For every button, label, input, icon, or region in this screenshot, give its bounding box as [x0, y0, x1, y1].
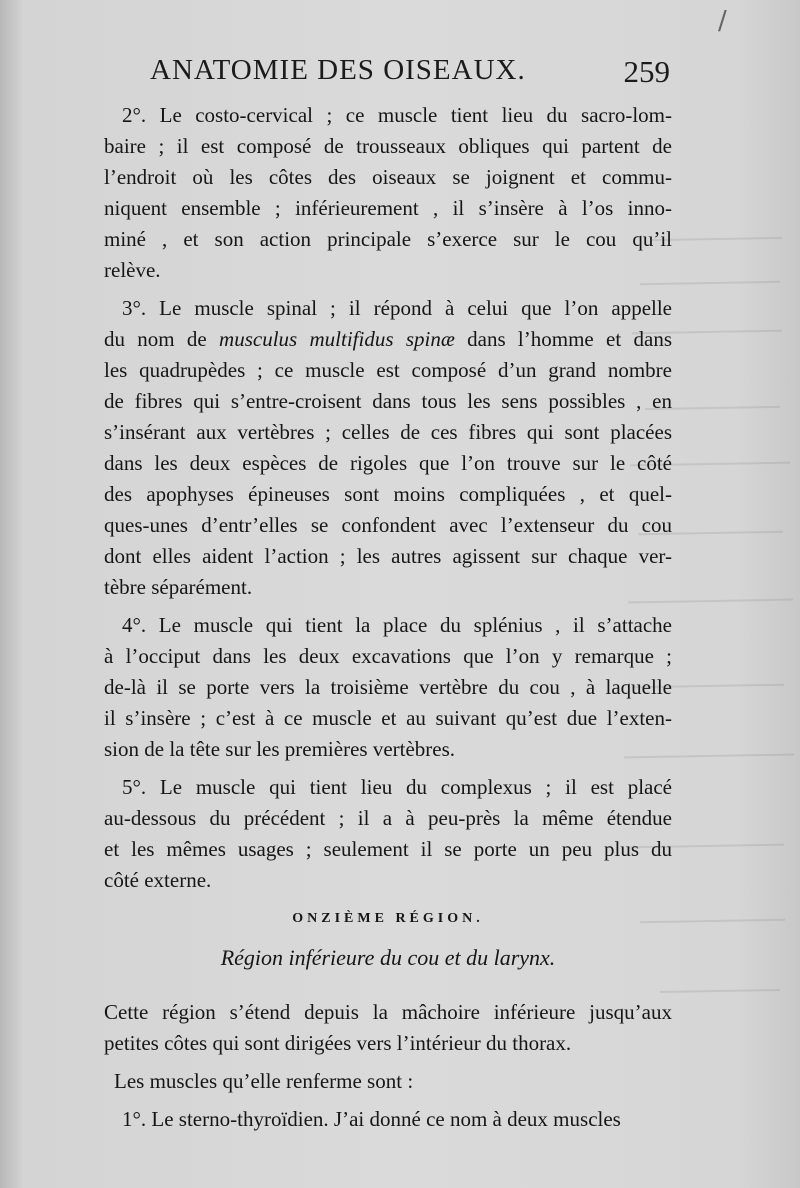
paragraph-complexus	[104, 772, 672, 896]
section-subheading: Région inférieure du cou et du larynx.	[220, 945, 556, 970]
paragraph-costo-cervical	[104, 100, 672, 286]
text-line: 3°. Le muscle spinal ; il répond à celui que l’on appelle	[122, 296, 672, 320]
text-line: ques-unes d’entr’elles se confondent avec l’extenseur du cou	[104, 513, 672, 537]
text-line: 2°. Le costo-cervical ; ce muscle tient lieu du sacro-lom-	[122, 103, 672, 127]
page-body	[104, 100, 672, 1142]
text-line: baire ; il est composé de trousseaux obliques qui partent de	[104, 134, 672, 158]
section-heading: ONZIÈME RÉGION.	[292, 911, 484, 926]
text-line: et les mêmes usages ; seulement il se porte un peu plus du	[104, 837, 672, 861]
text-line: de-là il se porte vers la troisième vertèbre du cou , à laquelle	[104, 675, 672, 699]
text-line: des apophyses épineuses sont moins compliquées , et quel-	[104, 482, 672, 506]
text-line: côté externe.	[104, 868, 212, 892]
paragraph-region-description	[104, 997, 672, 1059]
text-line: s’insérant aux vertèbres ; celles de ces fibres qui sont placées	[104, 420, 672, 444]
text-line: dont elles aident l’action ; les autres agissent sur chaque ver-	[104, 544, 672, 568]
show-through-line	[660, 989, 780, 993]
paragraph-splenius	[104, 610, 672, 765]
text-line: niquent ensemble ; inférieurement , il s’insère à l’os inno-	[104, 196, 672, 220]
text-line: relève.	[104, 258, 161, 282]
text-line-with-latin-term	[104, 324, 672, 355]
page-title: ANATOMIE DES OISEAUX.	[150, 54, 526, 86]
text-line: miné , et son action principale s’exerce sur le cou qu’il	[104, 227, 672, 251]
text-line: dans les deux espèces de rigoles que l’on trouve sur le côté	[104, 451, 672, 475]
text-line: 5°. Le muscle qui tient lieu du complexus ; il est placé	[122, 775, 672, 799]
text-line: Cette région s’étend depuis la mâchoire inférieure jusqu’aux	[104, 1000, 672, 1024]
text-line: 4°. Le muscle qui tient la place du splénius , il s’attache	[122, 613, 672, 637]
corner-mark: /	[718, 6, 727, 36]
text-line: petites côtes qui sont dirigées vers l’intérieur du thorax.	[104, 1031, 572, 1055]
paragraph-muscles-list-intro	[104, 1066, 672, 1097]
text-line-prefix: du nom de	[104, 327, 220, 351]
text-line: Les muscles qu’elle renferme sont :	[114, 1069, 414, 1093]
text-line: l’endroit où les côtes des oiseaux se joignent et commu-	[104, 165, 672, 189]
page-number: 259	[623, 54, 670, 89]
text-line-suffix: dans l’homme et dans	[454, 327, 672, 351]
paragraph-sterno-thyroidien	[104, 1104, 672, 1135]
text-line: les quadrupèdes ; ce muscle est composé d’un grand nombre	[104, 358, 672, 382]
text-line: sion de la tête sur les premières vertèbres.	[104, 737, 456, 761]
paragraph-spinal-muscle	[104, 293, 672, 603]
text-line: au-dessous du précédent ; il a à peu-près la même étendue	[104, 806, 672, 830]
text-line: de fibres qui s’entre-croisent dans tous les sens possibles , en	[104, 389, 672, 413]
latin-muscle-name: musculus multifidus spinæ	[219, 327, 455, 351]
text-line: 1°. Le sterno-thyroïdien. J’ai donné ce nom à deux muscles	[122, 1107, 621, 1131]
running-header	[150, 54, 670, 96]
text-line: à l’occiput dans les deux excavations que l’on y remarque ;	[104, 644, 672, 668]
text-line: il s’insère ; c’est à ce muscle et au suivant qu’est due l’exten-	[104, 706, 672, 730]
text-line: tèbre séparément.	[104, 575, 253, 599]
